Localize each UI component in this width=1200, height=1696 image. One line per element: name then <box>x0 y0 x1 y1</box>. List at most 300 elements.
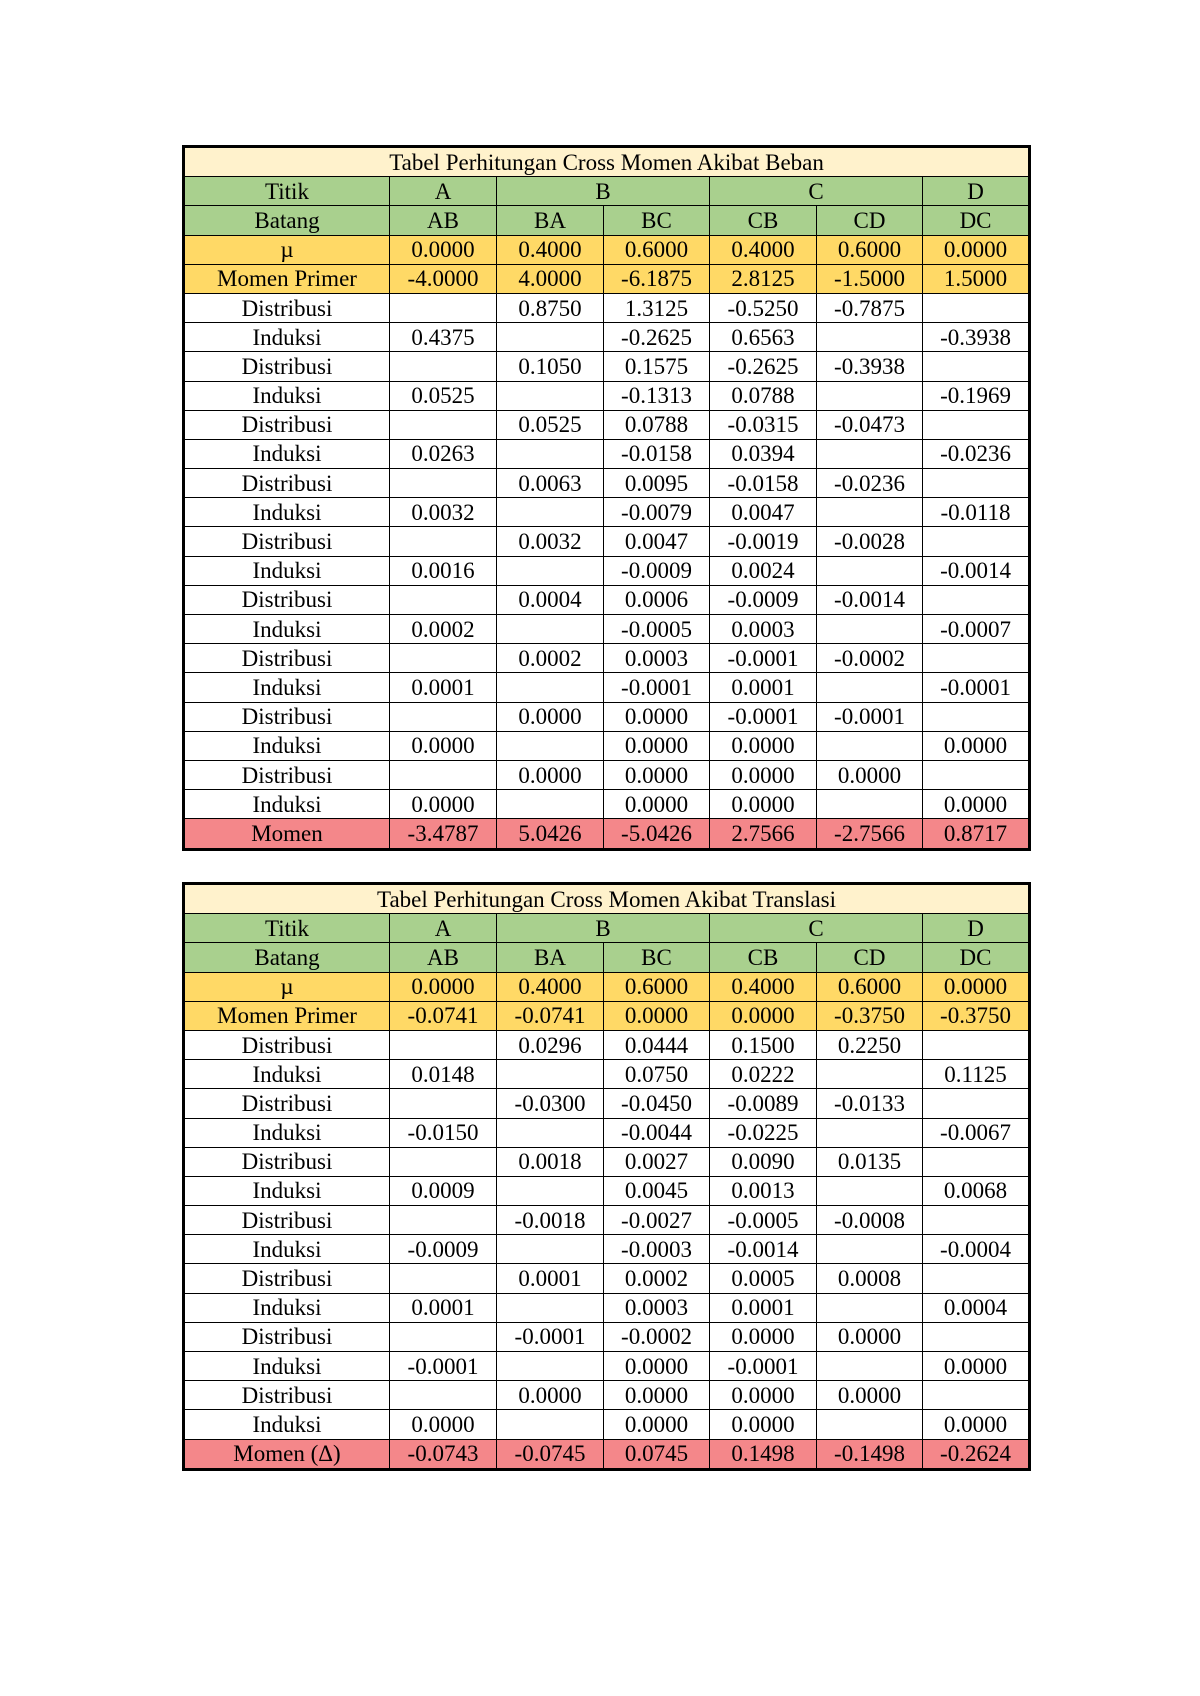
table-cell <box>390 1381 497 1410</box>
table-cell <box>390 644 497 673</box>
table-cell: -0.0158 <box>710 469 817 498</box>
table-cell: -2.7566 <box>817 819 923 849</box>
table-cell <box>923 352 1030 381</box>
titik-header-cell: C <box>710 914 923 943</box>
table-row <box>184 1118 1030 1147</box>
fixed-end-moment-row <box>184 1001 1030 1030</box>
table-cell <box>923 644 1030 673</box>
table-cell <box>497 673 604 702</box>
table-cell <box>497 323 604 352</box>
table-cell <box>817 439 923 468</box>
table-cell: -3.4787 <box>390 819 497 849</box>
table-cell: 1.3125 <box>604 293 710 322</box>
table-cell <box>923 1322 1030 1351</box>
table-cell <box>497 1352 604 1381</box>
row-label: Distribusi <box>184 1030 390 1059</box>
table-cell <box>923 585 1030 614</box>
table-cell: 0.1575 <box>604 352 710 381</box>
table-cell: 0.0000 <box>390 235 497 264</box>
table-cell: -0.0002 <box>604 1322 710 1351</box>
table-cell: 0.0000 <box>923 790 1030 819</box>
table-cell: 0.0003 <box>710 615 817 644</box>
table-cell: 0.0000 <box>710 790 817 819</box>
table-cell: 0.1050 <box>497 352 604 381</box>
table-cell: 0.4000 <box>710 235 817 264</box>
table-row <box>184 760 1030 789</box>
table-cell: 0.4000 <box>710 972 817 1001</box>
table-cell: -0.0133 <box>817 1089 923 1118</box>
table-cell: 0.6000 <box>817 235 923 264</box>
table-cell: 0.0004 <box>923 1293 1030 1322</box>
table-cell: -0.2624 <box>923 1439 1030 1469</box>
row-label: µ <box>184 972 390 1001</box>
table-cell: 0.0000 <box>604 702 710 731</box>
titik-label: Titik <box>184 177 390 206</box>
table-cell: 0.0018 <box>497 1147 604 1176</box>
table-cell: 0.0016 <box>390 556 497 585</box>
table-cell: 0.0000 <box>604 1001 710 1030</box>
table-row <box>184 323 1030 352</box>
table-cell: 0.0000 <box>710 1410 817 1439</box>
table-cell: 0.0000 <box>390 790 497 819</box>
row-label: Momen <box>184 819 390 849</box>
row-label: Induksi <box>184 1235 390 1264</box>
table-cell: 0.0013 <box>710 1176 817 1205</box>
mu-row <box>184 972 1030 1001</box>
table-row <box>184 469 1030 498</box>
table-cell: -0.0741 <box>390 1001 497 1030</box>
table-cell: 0.0263 <box>390 439 497 468</box>
table-cell: -0.3750 <box>817 1001 923 1030</box>
table-cell: 0.0000 <box>604 1352 710 1381</box>
table-cell <box>497 556 604 585</box>
table-cell: 0.0002 <box>604 1264 710 1293</box>
row-label: Induksi <box>184 731 390 760</box>
table-cell <box>817 615 923 644</box>
row-label: Distribusi <box>184 760 390 789</box>
table-row <box>184 381 1030 410</box>
table-cell: 0.0005 <box>710 1264 817 1293</box>
table-cell <box>497 731 604 760</box>
batang-header-row <box>184 943 1030 972</box>
table-cell <box>497 381 604 410</box>
table-row <box>184 731 1030 760</box>
row-label: Induksi <box>184 1293 390 1322</box>
table-cell: 0.0047 <box>710 498 817 527</box>
cross-moment-load-table <box>182 145 1031 851</box>
row-label: Distribusi <box>184 410 390 439</box>
table-cell <box>497 1235 604 1264</box>
table-row <box>184 1089 1030 1118</box>
table-cell <box>923 527 1030 556</box>
batang-header-cell: CB <box>710 943 817 972</box>
table-cell: -0.0004 <box>923 1235 1030 1264</box>
row-label: Distribusi <box>184 1089 390 1118</box>
table-cell: -0.0005 <box>710 1206 817 1235</box>
table-row <box>184 1322 1030 1351</box>
table-cell: 0.0788 <box>604 410 710 439</box>
table-cell: -5.0426 <box>604 819 710 849</box>
batang-header-cell: CD <box>817 943 923 972</box>
table-cell: -0.0001 <box>497 1322 604 1351</box>
table-cell: 0.0394 <box>710 439 817 468</box>
table-cell: 0.2250 <box>817 1030 923 1059</box>
table-cell: -0.0743 <box>390 1439 497 1469</box>
table-cell: -0.0044 <box>604 1118 710 1147</box>
table-cell <box>923 760 1030 789</box>
mu-row <box>184 235 1030 264</box>
table-cell: 0.0024 <box>710 556 817 585</box>
table-row <box>184 1060 1030 1089</box>
table-cell: -0.1498 <box>817 1439 923 1469</box>
table-row <box>184 352 1030 381</box>
table-cell: -0.0001 <box>923 673 1030 702</box>
batang-header-cell: AB <box>390 943 497 972</box>
table-cell: -0.0001 <box>817 702 923 731</box>
table-cell <box>390 760 497 789</box>
titik-header-cell: D <box>923 914 1030 943</box>
table-cell <box>390 469 497 498</box>
table-cell: 0.0003 <box>604 1293 710 1322</box>
row-label: Distribusi <box>184 1381 390 1410</box>
row-label: Induksi <box>184 673 390 702</box>
table-cell: 0.1500 <box>710 1030 817 1059</box>
table-cell: 0.0000 <box>923 1352 1030 1381</box>
row-label: Induksi <box>184 615 390 644</box>
table-cell <box>817 790 923 819</box>
table-title: Tabel Perhitungan Cross Momen Akibat Translasi <box>184 884 1030 914</box>
table-cell: -6.1875 <box>604 264 710 293</box>
table-cell <box>390 410 497 439</box>
table-cell <box>817 556 923 585</box>
table-cell: -0.2625 <box>710 352 817 381</box>
batang-header-cell: AB <box>390 206 497 235</box>
table-cell: 0.0000 <box>604 1381 710 1410</box>
table-cell: 0.0001 <box>710 1293 817 1322</box>
table-cell <box>497 1118 604 1147</box>
table-cell <box>817 498 923 527</box>
table-cell <box>497 439 604 468</box>
table-row <box>184 673 1030 702</box>
table-row <box>184 1147 1030 1176</box>
table-cell <box>923 1147 1030 1176</box>
row-label: Distribusi <box>184 352 390 381</box>
table-cell: -0.0067 <box>923 1118 1030 1147</box>
table-cell: -4.0000 <box>390 264 497 293</box>
table-cell: -0.0741 <box>497 1001 604 1030</box>
row-label: µ <box>184 235 390 264</box>
table-cell <box>923 1206 1030 1235</box>
table-cell <box>390 527 497 556</box>
table-row <box>184 1176 1030 1205</box>
table-cell: -0.0236 <box>817 469 923 498</box>
table-cell: -0.3938 <box>923 323 1030 352</box>
table-title-row <box>184 147 1030 177</box>
table-cell: -0.0014 <box>817 585 923 614</box>
row-label: Induksi <box>184 1410 390 1439</box>
table-cell: -0.1969 <box>923 381 1030 410</box>
table-cell: 0.0000 <box>710 760 817 789</box>
table-cell <box>923 1381 1030 1410</box>
row-label: Induksi <box>184 1352 390 1381</box>
table-cell <box>390 585 497 614</box>
row-label: Distribusi <box>184 644 390 673</box>
table-cell <box>390 1030 497 1059</box>
table-cell: 0.0095 <box>604 469 710 498</box>
table-cell: 0.0000 <box>604 1410 710 1439</box>
table-title-row <box>184 884 1030 914</box>
table-row <box>184 615 1030 644</box>
table-cell: 0.0001 <box>497 1264 604 1293</box>
table-cell: -0.0008 <box>817 1206 923 1235</box>
titik-header-cell: A <box>390 914 497 943</box>
table-cell: -0.5250 <box>710 293 817 322</box>
table-cell: 0.0000 <box>710 731 817 760</box>
table-cell: 0.6000 <box>604 235 710 264</box>
table-cell: 0.0008 <box>817 1264 923 1293</box>
batang-label: Batang <box>184 206 390 235</box>
table-cell: -0.0001 <box>604 673 710 702</box>
table-cell: 0.0000 <box>710 1381 817 1410</box>
table-row <box>184 293 1030 322</box>
table-cell <box>390 293 497 322</box>
table-cell: -0.0225 <box>710 1118 817 1147</box>
table-cell: 0.0000 <box>817 760 923 789</box>
row-label: Distribusi <box>184 469 390 498</box>
batang-header-cell: BC <box>604 206 710 235</box>
total-row <box>184 819 1030 849</box>
batang-label: Batang <box>184 943 390 972</box>
table-cell: -0.1313 <box>604 381 710 410</box>
table-cell: -0.0089 <box>710 1089 817 1118</box>
table-cell: -0.0003 <box>604 1235 710 1264</box>
table-cell: -0.0014 <box>923 556 1030 585</box>
table-cell: 1.5000 <box>923 264 1030 293</box>
row-label: Induksi <box>184 1060 390 1089</box>
table-cell: 5.0426 <box>497 819 604 849</box>
table-row <box>184 1381 1030 1410</box>
row-label: Distribusi <box>184 1147 390 1176</box>
table-cell <box>390 702 497 731</box>
table-cell: 0.0006 <box>604 585 710 614</box>
row-label: Distribusi <box>184 1264 390 1293</box>
table-cell: 0.0000 <box>390 972 497 1001</box>
table-row <box>184 527 1030 556</box>
table-cell: 0.0222 <box>710 1060 817 1089</box>
batang-header-cell: BA <box>497 206 604 235</box>
table-cell <box>390 1089 497 1118</box>
table-cell: 0.0148 <box>390 1060 497 1089</box>
table-cell: -0.0236 <box>923 439 1030 468</box>
table-cell: 4.0000 <box>497 264 604 293</box>
table-row <box>184 410 1030 439</box>
table-cell <box>497 498 604 527</box>
table-cell: -0.0009 <box>604 556 710 585</box>
titik-label: Titik <box>184 914 390 943</box>
table-cell <box>390 1264 497 1293</box>
titik-header-cell: B <box>497 177 710 206</box>
titik-header-cell: D <box>923 177 1030 206</box>
table-row <box>184 585 1030 614</box>
table-cell: 0.0002 <box>390 615 497 644</box>
table-cell <box>497 1293 604 1322</box>
table-cell <box>390 1206 497 1235</box>
table-cell: 0.0000 <box>710 1322 817 1351</box>
table-cell: -0.0014 <box>710 1235 817 1264</box>
table-cell <box>923 702 1030 731</box>
table-cell: 0.0000 <box>923 731 1030 760</box>
table-cell: 0.0045 <box>604 1176 710 1205</box>
table-cell: 0.4000 <box>497 972 604 1001</box>
titik-header-cell: B <box>497 914 710 943</box>
table-cell: 0.8717 <box>923 819 1030 849</box>
table-cell: -0.0001 <box>710 644 817 673</box>
table-cell: 0.0000 <box>923 235 1030 264</box>
table-cell: 0.0090 <box>710 1147 817 1176</box>
row-label: Induksi <box>184 323 390 352</box>
table-cell: 0.0000 <box>604 790 710 819</box>
table-cell: 0.0788 <box>710 381 817 410</box>
table-cell: 0.0000 <box>390 1410 497 1439</box>
table-cell: -0.0028 <box>817 527 923 556</box>
table-cell: 0.0000 <box>390 731 497 760</box>
table-cell: 0.0525 <box>390 381 497 410</box>
batang-header-cell: DC <box>923 943 1030 972</box>
row-label: Distribusi <box>184 1322 390 1351</box>
table-cell <box>817 1235 923 1264</box>
table-cell: -0.0300 <box>497 1089 604 1118</box>
table-cell <box>817 1176 923 1205</box>
table-cell: -0.0009 <box>710 585 817 614</box>
titik-header-cell: A <box>390 177 497 206</box>
table-cell: 2.7566 <box>710 819 817 849</box>
table-cell: 0.0000 <box>923 972 1030 1001</box>
table-cell: 0.0000 <box>604 760 710 789</box>
table-cell: 0.0002 <box>497 644 604 673</box>
table-cell <box>923 410 1030 439</box>
table-cell <box>390 1147 497 1176</box>
table-cell <box>817 1293 923 1322</box>
batang-header-cell: BC <box>604 943 710 972</box>
cross-moment-translation-table <box>182 882 1031 1471</box>
table-cell: -0.0005 <box>604 615 710 644</box>
titik-header-row <box>184 177 1030 206</box>
table-title: Tabel Perhitungan Cross Momen Akibat Beban <box>184 147 1030 177</box>
table-cell: -0.0019 <box>710 527 817 556</box>
table-cell <box>817 323 923 352</box>
row-label: Induksi <box>184 790 390 819</box>
table-cell: 0.0047 <box>604 527 710 556</box>
table-row <box>184 1410 1030 1439</box>
table-cell <box>497 1410 604 1439</box>
table-cell: -0.0007 <box>923 615 1030 644</box>
table-cell: 0.0000 <box>604 731 710 760</box>
table-cell: 0.0444 <box>604 1030 710 1059</box>
table-cell: 0.0009 <box>390 1176 497 1205</box>
table-cell: 0.0032 <box>497 527 604 556</box>
table-cell: 0.0003 <box>604 644 710 673</box>
row-label: Induksi <box>184 556 390 585</box>
table-cell: 0.4000 <box>497 235 604 264</box>
table-cell: -0.0315 <box>710 410 817 439</box>
table-row <box>184 556 1030 585</box>
table-cell: 0.0004 <box>497 585 604 614</box>
table-cell: 0.6000 <box>817 972 923 1001</box>
table-cell <box>923 469 1030 498</box>
table-row <box>184 790 1030 819</box>
row-label: Momen Primer <box>184 1001 390 1030</box>
table-row <box>184 1206 1030 1235</box>
table-cell: -0.0118 <box>923 498 1030 527</box>
table-cell <box>817 1118 923 1147</box>
table-cell: -0.0450 <box>604 1089 710 1118</box>
titik-header-row <box>184 914 1030 943</box>
table-cell: 0.0000 <box>817 1381 923 1410</box>
table-cell <box>497 615 604 644</box>
row-label: Distribusi <box>184 702 390 731</box>
table-cell: -0.0079 <box>604 498 710 527</box>
table-cell: -0.0018 <box>497 1206 604 1235</box>
table-row <box>184 1293 1030 1322</box>
table-row <box>184 1235 1030 1264</box>
table-cell <box>923 1264 1030 1293</box>
table-cell: 2.8125 <box>710 264 817 293</box>
table-cell: 0.0000 <box>923 1410 1030 1439</box>
row-label: Distribusi <box>184 585 390 614</box>
table-cell: 0.8750 <box>497 293 604 322</box>
table-cell: 0.0000 <box>710 1001 817 1030</box>
table-cell: -0.0473 <box>817 410 923 439</box>
table-cell <box>923 293 1030 322</box>
table-cell <box>817 731 923 760</box>
table-cell: 0.0135 <box>817 1147 923 1176</box>
table-cell: 0.0001 <box>710 673 817 702</box>
table-cell: -0.0001 <box>710 702 817 731</box>
table-cell: 0.0001 <box>390 673 497 702</box>
table-cell <box>817 1060 923 1089</box>
table-cell: 0.0000 <box>497 702 604 731</box>
table-cell <box>923 1030 1030 1059</box>
table-cell: -0.0158 <box>604 439 710 468</box>
row-label: Distribusi <box>184 1206 390 1235</box>
table-cell: -0.7875 <box>817 293 923 322</box>
row-label: Induksi <box>184 439 390 468</box>
table-cell: -0.0027 <box>604 1206 710 1235</box>
table-row <box>184 1030 1030 1059</box>
table-cell: -0.0150 <box>390 1118 497 1147</box>
row-label: Momen Primer <box>184 264 390 293</box>
table-cell: 0.0068 <box>923 1176 1030 1205</box>
batang-header-cell: BA <box>497 943 604 972</box>
table-cell <box>497 1176 604 1205</box>
table-cell: 0.0000 <box>497 1381 604 1410</box>
batang-header-cell: DC <box>923 206 1030 235</box>
row-label: Distribusi <box>184 527 390 556</box>
table-cell <box>923 1089 1030 1118</box>
table-row <box>184 702 1030 731</box>
table-row <box>184 1264 1030 1293</box>
table-cell: 0.0027 <box>604 1147 710 1176</box>
table-cell: 0.6000 <box>604 972 710 1001</box>
row-label: Distribusi <box>184 293 390 322</box>
batang-header-cell: CB <box>710 206 817 235</box>
row-label: Induksi <box>184 1118 390 1147</box>
table-cell: -0.0001 <box>390 1352 497 1381</box>
batang-header-row <box>184 206 1030 235</box>
titik-header-cell: C <box>710 177 923 206</box>
table-row <box>184 439 1030 468</box>
table-cell: 0.0000 <box>497 760 604 789</box>
